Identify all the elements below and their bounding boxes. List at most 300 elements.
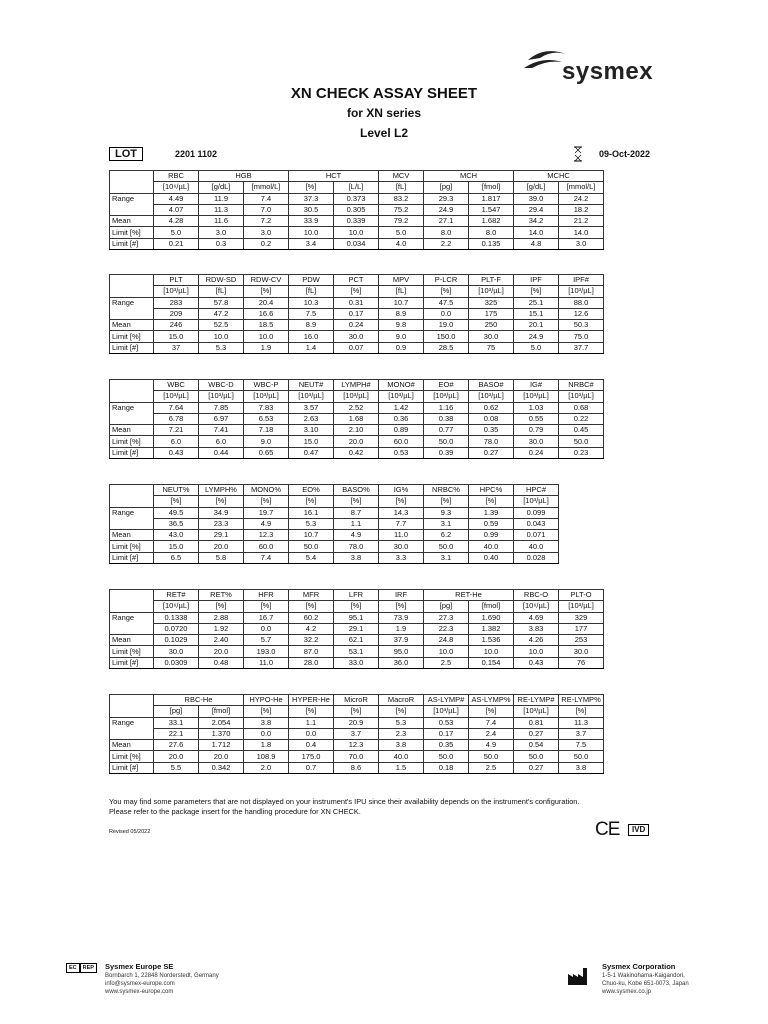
manufacturer-name: Sysmex Corporation [602, 962, 676, 971]
assay-table [109, 170, 604, 250]
limit-pct-value: 15.0 [154, 541, 199, 552]
limit-pct-value: 30.0 [154, 646, 199, 657]
limit-pct-value: 16.0 [289, 331, 334, 342]
range-value: 11.9 [199, 193, 244, 204]
range-row [110, 308, 604, 319]
param-name: WBC-D [199, 380, 244, 391]
param-unit: [%] [289, 182, 334, 193]
limit-pct-value: 95.0 [379, 646, 424, 657]
mean-value: 4.9 [469, 740, 514, 751]
range-value: 9.3 [424, 507, 469, 518]
param-unit: [%] [379, 496, 424, 507]
param-unit: [10³/µL] [514, 391, 559, 402]
limit-abs-value: 8.6 [334, 762, 379, 773]
param-name: EO% [289, 485, 334, 496]
param-name: P-LCR [424, 275, 469, 286]
range-value: 24.2 [559, 193, 604, 204]
param-unit: [g/dL] [514, 182, 559, 193]
range-value: 2.4 [469, 728, 514, 739]
param-name: RET# [154, 590, 199, 601]
range-value: 0.0 [289, 728, 334, 739]
lp-row [110, 331, 604, 342]
range-value: 5.3 [289, 518, 334, 529]
row-label-limit-pct: Limit [%] [110, 227, 154, 238]
param-name: HPC# [514, 485, 559, 496]
limit-abs-value: 0.3 [199, 238, 244, 249]
range-value: 2.054 [199, 717, 244, 728]
limit-pct-value: 50.0 [469, 751, 514, 762]
param-name: WBC-P [244, 380, 289, 391]
mean-value: 62.1 [334, 635, 379, 646]
range-value: 329 [559, 612, 604, 623]
range-value: 1.92 [199, 623, 244, 634]
param-header-row [110, 485, 559, 496]
limit-pct-value: 20.0 [154, 751, 199, 762]
range-value: 1.9 [379, 623, 424, 634]
mean-value: 0.77 [424, 425, 469, 436]
limit-pct-value: 30.0 [514, 436, 559, 447]
mean-value: 50.3 [559, 320, 604, 331]
row-label-mean: Mean [110, 320, 154, 331]
limit-pct-value: 10.0 [469, 646, 514, 657]
param-unit: [%] [469, 706, 514, 717]
range-value: 29.1 [334, 623, 379, 634]
range-value: 4.49 [154, 193, 199, 204]
range-value: 25.1 [514, 297, 559, 308]
range-value: 4.07 [154, 204, 199, 215]
param-unit: [10³/µL] [559, 391, 604, 402]
param-unit: [%] [514, 286, 559, 297]
limit-pct-value: 78.0 [334, 541, 379, 552]
range-value: 0.27 [514, 728, 559, 739]
range-value: 0.043 [514, 518, 559, 529]
param-unit: [%] [289, 496, 334, 507]
range-value: 4.9 [244, 518, 289, 529]
range-value: 24.9 [424, 204, 469, 215]
mean-value: 2.10 [334, 425, 379, 436]
lp-row [110, 436, 604, 447]
unit-row [110, 286, 604, 297]
range-value: 16.6 [244, 308, 289, 319]
limit-abs-value: 0.43 [154, 447, 199, 458]
range-value: 3.1 [424, 518, 469, 529]
range-value: 0.0 [424, 308, 469, 319]
range-value: 75.2 [379, 204, 424, 215]
range-value: 60.2 [289, 612, 334, 623]
unit-row [110, 182, 604, 193]
unit-row [110, 496, 559, 507]
revision-date: Revised 05/2022 [109, 829, 151, 835]
la-row [110, 447, 604, 458]
range-value: 12.6 [559, 308, 604, 319]
param-unit: [%] [289, 706, 334, 717]
row-label-mean: Mean [110, 740, 154, 751]
limit-abs-value: 0.135 [469, 238, 514, 249]
range-value: 2.52 [334, 402, 379, 413]
param-name: PLT [154, 275, 199, 286]
limit-pct-value: 50.0 [559, 436, 604, 447]
param-unit: [10³/µL] [379, 391, 424, 402]
range-value: 22.1 [154, 728, 199, 739]
param-unit: [fL] [199, 286, 244, 297]
param-name: IPF [514, 275, 559, 286]
param-name: AS-LYMP% [469, 695, 514, 706]
param-unit: [%] [289, 601, 334, 612]
range-value: 1.690 [469, 612, 514, 623]
range-row [110, 204, 604, 215]
range-value: 283 [154, 297, 199, 308]
mean-value: 4.28 [154, 216, 199, 227]
header-corner [110, 590, 154, 613]
param-name: MicroR [334, 695, 379, 706]
limit-abs-value: 3.1 [424, 552, 469, 563]
param-name: AS-LYMP# [424, 695, 469, 706]
param-unit: [10³/µL] [154, 391, 199, 402]
limit-abs-value: 6.5 [154, 552, 199, 563]
limit-abs-value: 3.8 [334, 552, 379, 563]
mean-value: 12.3 [244, 530, 289, 541]
mean-value: 7.2 [244, 216, 289, 227]
param-name: RE-LYMP# [514, 695, 559, 706]
param-unit: [10⁶/µL] [154, 601, 199, 612]
mean-value: 43.0 [154, 530, 199, 541]
limit-pct-value: 10.0 [244, 331, 289, 342]
limit-abs-value: 1.5 [379, 762, 424, 773]
range-value: 0.1338 [154, 612, 199, 623]
limit-pct-value: 50.0 [424, 541, 469, 552]
limit-abs-value: 0.24 [514, 447, 559, 458]
range-value: 0.81 [514, 717, 559, 728]
param-unit: [10⁶/µL] [514, 601, 559, 612]
param-unit: [%] [559, 706, 604, 717]
range-value: 29.4 [514, 204, 559, 215]
param-name: PLT-O [559, 590, 604, 601]
mean-value: 79.2 [379, 216, 424, 227]
range-value: 16.1 [289, 507, 334, 518]
mean-value: 0.54 [514, 740, 559, 751]
limit-abs-value: 28.0 [289, 657, 334, 668]
range-value: 3.8 [244, 717, 289, 728]
param-name: RBC [154, 171, 199, 182]
range-row [110, 728, 604, 739]
param-unit: [g/dL] [199, 182, 244, 193]
row-label-mean: Mean [110, 530, 154, 541]
param-name: RDW-CV [244, 275, 289, 286]
range-value: 20.9 [334, 717, 379, 728]
range-value: 20.4 [244, 297, 289, 308]
limit-abs-value: 0.028 [514, 552, 559, 563]
footnote-line-2: Please refer to the package insert for the handling procedure for XN CHECK. [109, 806, 361, 816]
param-name: RET-He [424, 590, 514, 601]
row-label-range: Range [110, 193, 154, 216]
mean-value: 24.8 [424, 635, 469, 646]
manufacturer-icon [567, 966, 591, 986]
range-value: 2.3 [379, 728, 424, 739]
param-header-row [110, 695, 604, 706]
param-header-row [110, 171, 604, 182]
range-value: 95.1 [334, 612, 379, 623]
range-value: 0.17 [334, 308, 379, 319]
limit-pct-value: 15.0 [289, 436, 334, 447]
range-value: 177 [559, 623, 604, 634]
range-value: 11.3 [199, 204, 244, 215]
limit-pct-value: 24.9 [514, 331, 559, 342]
range-value: 7.0 [244, 204, 289, 215]
range-row [110, 507, 559, 518]
param-name: MCV [379, 171, 424, 182]
mean-value: 10.7 [289, 530, 334, 541]
limit-pct-value: 193.0 [244, 646, 289, 657]
limit-abs-value: 0.21 [154, 238, 199, 249]
mean-value: 27.6 [154, 740, 199, 751]
range-row [110, 413, 604, 424]
row-label-limit-abs: Limit [#] [110, 342, 154, 353]
limit-abs-value: 2.0 [244, 762, 289, 773]
unit-row [110, 706, 604, 717]
page-title: XN CHECK ASSAY SHEET [290, 85, 478, 102]
row-label-range: Range [110, 297, 154, 320]
range-value: 0.59 [469, 518, 514, 529]
range-value: 0.17 [424, 728, 469, 739]
param-header-row [110, 590, 604, 601]
limit-abs-value: 37 [154, 342, 199, 353]
range-value: 11.3 [559, 717, 604, 728]
assay-table [109, 694, 604, 774]
param-unit: [10³/µL] [424, 706, 469, 717]
limit-abs-value: 0.44 [199, 447, 244, 458]
limit-pct-value: 75.0 [559, 331, 604, 342]
lp-row [110, 646, 604, 657]
limit-abs-value: 11.0 [244, 657, 289, 668]
range-value: 0.099 [514, 507, 559, 518]
range-value: 1.1 [289, 717, 334, 728]
range-value: 7.7 [379, 518, 424, 529]
limit-pct-value: 30.0 [379, 541, 424, 552]
range-value: 0.62 [469, 402, 514, 413]
row-label-limit-pct: Limit [%] [110, 646, 154, 657]
param-unit: [fL] [379, 182, 424, 193]
range-value: 1.1 [334, 518, 379, 529]
param-name: PCT [334, 275, 379, 286]
limit-pct-value: 108.9 [244, 751, 289, 762]
row-label-mean: Mean [110, 216, 154, 227]
param-name: HPC% [469, 485, 514, 496]
param-name: EO# [424, 380, 469, 391]
range-row [110, 612, 604, 623]
limit-pct-value: 6.0 [154, 436, 199, 447]
lot-number: 2201 1102 [175, 149, 218, 159]
param-name: PLT-F [469, 275, 514, 286]
mean-value: 0.1029 [154, 635, 199, 646]
limit-pct-value: 53.1 [334, 646, 379, 657]
param-name: RET% [199, 590, 244, 601]
limit-pct-value: 175.0 [289, 751, 334, 762]
mean-value: 0.79 [514, 425, 559, 436]
range-value: 1.547 [469, 204, 514, 215]
row-label-range: Range [110, 612, 154, 635]
row-label-limit-abs: Limit [#] [110, 552, 154, 563]
limit-abs-value: 37.7 [559, 342, 604, 353]
header-corner [110, 275, 154, 298]
la-row [110, 552, 559, 563]
mean-value: 7.5 [559, 740, 604, 751]
param-name: HGB [199, 171, 289, 182]
param-name: MONO# [379, 380, 424, 391]
limit-pct-value: 20.0 [334, 436, 379, 447]
range-value: 14.3 [379, 507, 424, 518]
mean-value: 12.3 [334, 740, 379, 751]
param-unit: [%] [244, 706, 289, 717]
param-unit: [10³/µL] [469, 391, 514, 402]
limit-pct-value: 10.0 [199, 331, 244, 342]
param-header-row [110, 380, 604, 391]
range-value: 1.16 [424, 402, 469, 413]
mean-value: 6.2 [424, 530, 469, 541]
eu-address: Bornbarch 1, 22848 Norderstedt, Germany [105, 973, 219, 979]
limit-pct-value: 40.0 [514, 541, 559, 552]
limit-pct-value: 30.0 [334, 331, 379, 342]
row-label-range: Range [110, 507, 154, 530]
range-value: 0.0 [244, 728, 289, 739]
limit-abs-value: 5.8 [199, 552, 244, 563]
manufacturer-address-2: Chuo-ku, Kobe 651-0073, Japan [602, 981, 689, 987]
mean-value: 11.6 [199, 216, 244, 227]
mean-value: 1.8 [244, 740, 289, 751]
limit-abs-value: 0.0309 [154, 657, 199, 668]
param-name: LYMPH# [334, 380, 379, 391]
range-value: 0.36 [379, 413, 424, 424]
row-label-limit-abs: Limit [#] [110, 762, 154, 773]
header-corner [110, 171, 154, 194]
range-value: 7.83 [244, 402, 289, 413]
mean-value: 0.99 [469, 530, 514, 541]
param-unit: [10³/µL] [469, 286, 514, 297]
eu-rep-name: Sysmex Europe SE [105, 962, 174, 971]
range-value: 83.2 [379, 193, 424, 204]
limit-pct-value: 40.0 [379, 751, 424, 762]
limit-abs-value: 5.4 [289, 552, 334, 563]
mean-value: 2.40 [199, 635, 244, 646]
la-row [110, 238, 604, 249]
param-unit: [10³/µL] [559, 601, 604, 612]
lp-row [110, 541, 559, 552]
mean-value: 20.1 [514, 320, 559, 331]
mean-value: 7.21 [154, 425, 199, 436]
range-value: 23.3 [199, 518, 244, 529]
param-unit: [pg] [424, 601, 469, 612]
range-value: 47.2 [199, 308, 244, 319]
param-name: MCHC [514, 171, 604, 182]
limit-abs-value: 0.7 [289, 762, 334, 773]
param-name: IG% [379, 485, 424, 496]
param-name: HFR [244, 590, 289, 601]
range-value: 36.5 [154, 518, 199, 529]
mean-value: 11.0 [379, 530, 424, 541]
mean-value: 52.5 [199, 320, 244, 331]
limit-pct-value: 10.0 [334, 227, 379, 238]
limit-pct-value: 40.0 [469, 541, 514, 552]
param-name: NRBC% [424, 485, 469, 496]
mean-value: 27.1 [424, 216, 469, 227]
mean-value: 33.9 [289, 216, 334, 227]
range-value: 8.7 [334, 507, 379, 518]
ec-rep-symbol [66, 963, 97, 973]
range-value: 6.97 [199, 413, 244, 424]
mean-value: 7.18 [244, 425, 289, 436]
range-value: 1.817 [469, 193, 514, 204]
range-value: 47.5 [424, 297, 469, 308]
la-row [110, 657, 604, 668]
param-unit: [10³/µL] [424, 391, 469, 402]
limit-abs-value: 5.5 [154, 762, 199, 773]
param-unit: [%] [379, 706, 424, 717]
limit-pct-value: 20.0 [199, 646, 244, 657]
limit-pct-value: 8.0 [469, 227, 514, 238]
mean-value: 5.7 [244, 635, 289, 646]
param-name: HYPER-He [289, 695, 334, 706]
limit-abs-value: 0.47 [289, 447, 334, 458]
param-unit: [%] [244, 286, 289, 297]
param-unit: [%] [469, 496, 514, 507]
param-unit: [pg] [424, 182, 469, 193]
param-unit: [mmol/L] [244, 182, 289, 193]
limit-abs-value: 0.65 [244, 447, 289, 458]
range-value: 27.3 [424, 612, 469, 623]
header-corner [110, 695, 154, 718]
limit-pct-value: 3.0 [244, 227, 289, 238]
param-name: MPV [379, 275, 424, 286]
param-name: WBC [154, 380, 199, 391]
limit-abs-value: 0.154 [469, 657, 514, 668]
limit-abs-value: 1.9 [244, 342, 289, 353]
range-value: 57.8 [199, 297, 244, 308]
mean-value: 0.35 [424, 740, 469, 751]
limit-pct-value: 30.0 [469, 331, 514, 342]
limit-abs-value: 0.27 [469, 447, 514, 458]
limit-pct-value: 50.0 [559, 751, 604, 762]
limit-pct-value: 70.0 [334, 751, 379, 762]
range-value: 175 [469, 308, 514, 319]
param-name: NRBC# [559, 380, 604, 391]
limit-abs-value: 2.2 [424, 238, 469, 249]
param-name: RBC-He [154, 695, 244, 706]
mean-value: 253 [559, 635, 604, 646]
limit-pct-value: 30.0 [559, 646, 604, 657]
param-unit: [10³/µL] [289, 391, 334, 402]
range-value: 16.7 [244, 612, 289, 623]
range-value: 0.0 [244, 623, 289, 634]
param-unit: [10³/µL] [244, 391, 289, 402]
mean-value: 32.2 [289, 635, 334, 646]
hourglass-icon [573, 146, 583, 162]
range-value: 0.53 [424, 717, 469, 728]
param-unit: [10³/µL] [514, 496, 559, 507]
range-value: 33.1 [154, 717, 199, 728]
limit-abs-value: 5.0 [514, 342, 559, 353]
range-value: 19.7 [244, 507, 289, 518]
lp-row [110, 227, 604, 238]
param-unit: [mmol/L] [559, 182, 604, 193]
limit-abs-value: 0.18 [424, 762, 469, 773]
limit-abs-value: 0.2 [244, 238, 289, 249]
header-corner [110, 485, 154, 508]
param-name: IG# [514, 380, 559, 391]
mean-value: 1.712 [199, 740, 244, 751]
limit-abs-value: 0.39 [424, 447, 469, 458]
limit-pct-value: 87.0 [289, 646, 334, 657]
param-unit: [fL] [379, 286, 424, 297]
ivd-mark: IVD [628, 824, 649, 836]
